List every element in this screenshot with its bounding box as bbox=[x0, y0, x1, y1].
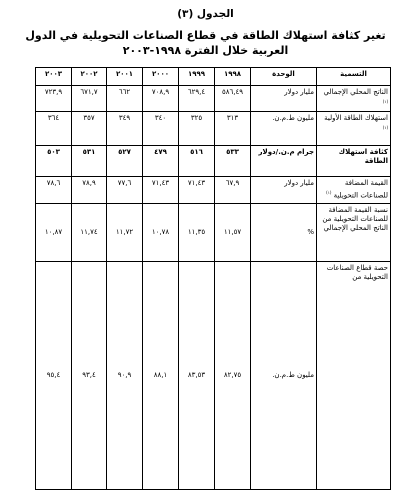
value-cell: ٨٨,١ bbox=[143, 261, 179, 489]
value-cell: ٨٣,٥٣ bbox=[179, 261, 215, 489]
value-cell: ٨٢,٧٥ bbox=[215, 261, 251, 489]
row-label: كثافة استهلاك الطاقة bbox=[317, 146, 391, 177]
table-title: تغير كثافة استهلاك الطاقة في قطاع الصناعات التحويلية في الدول العربية خلال الفترة ١٩٩٨-٢٠٠٣ bbox=[25, 29, 386, 57]
row-unit: مليار دولار bbox=[251, 177, 317, 203]
value-cell: ٥٢٧ bbox=[107, 146, 143, 177]
value-cell: ٤٧٩ bbox=[143, 146, 179, 177]
value-cell: ٧١,٤٣ bbox=[143, 177, 179, 203]
value-cell: ٣٢٥ bbox=[179, 112, 215, 146]
footnote-marker: (١) bbox=[382, 99, 388, 104]
value-cell: ٣١٣ bbox=[215, 112, 251, 146]
value-cell: ٥٣٣ bbox=[215, 146, 251, 177]
row-unit: جرام م.ن./دولار bbox=[251, 146, 317, 177]
value-cell: ١٠,٧٨ bbox=[143, 203, 179, 261]
value-cell: ١١,٧٢ bbox=[107, 203, 143, 261]
value-cell: ٩٣,٤ bbox=[72, 261, 107, 489]
value-cell: ١١,٣٥ bbox=[179, 203, 215, 261]
table-row bbox=[36, 146, 391, 177]
table-row bbox=[36, 261, 391, 489]
value-cell: ٦٧١,٧ bbox=[72, 86, 107, 112]
table-row bbox=[36, 112, 391, 146]
value-cell: ٦٦٢ bbox=[107, 86, 143, 112]
value-cell: ١١,٧٤ bbox=[72, 203, 107, 261]
value-cell: ٥٠٣ bbox=[36, 146, 72, 177]
value-cell: ٦٧,٩ bbox=[215, 177, 251, 203]
table-row bbox=[36, 177, 391, 203]
header-cell: ٢٠٠١ bbox=[107, 68, 143, 86]
table-row bbox=[36, 86, 391, 112]
value-cell: ٧٨,٦ bbox=[36, 177, 72, 203]
value-cell: ٧٧,٦ bbox=[107, 177, 143, 203]
footnote-marker: (١) bbox=[326, 190, 332, 196]
header-cell: ١٩٩٩ bbox=[179, 68, 215, 86]
value-cell: ٣٤٠ bbox=[143, 112, 179, 146]
row-unit: مليار دولار bbox=[251, 86, 317, 112]
header-cell: التسمية bbox=[317, 68, 391, 86]
header-cell: ٢٠٠٣ bbox=[36, 68, 72, 86]
value-cell: ٥١٦ bbox=[179, 146, 215, 177]
row-label: حصة قطاع الصناعات التحويلية من bbox=[317, 261, 391, 489]
row-label: الناتج المحلي الإجمالي $^{(١)}$ bbox=[317, 86, 391, 112]
value-cell: ٧٨,٩ bbox=[72, 177, 107, 203]
footnote-marker: (١) bbox=[382, 125, 388, 131]
header-row bbox=[36, 68, 391, 86]
row-label: القيمة المضافة للصناعات التحويلية $^{(١)}$ bbox=[317, 177, 391, 203]
value-cell: ٩٠,٩ bbox=[107, 261, 143, 489]
row-label: نسبة القيمة المضافة للصناعات التحويلية من الناتج المحلي الإجمالي bbox=[317, 203, 391, 261]
header-cell: ٢٠٠٠ bbox=[143, 68, 179, 86]
table-row bbox=[36, 203, 391, 261]
value-cell: ١٠,٨٧ bbox=[36, 203, 72, 261]
value-cell: ٣٥٧ bbox=[72, 112, 107, 146]
value-cell: ٥٨٦,٤٩ bbox=[215, 86, 251, 112]
header-cell: ١٩٩٨ bbox=[215, 68, 251, 86]
value-cell: ٧٢٣,٩ bbox=[36, 86, 72, 112]
value-cell: ٧١,٤٣ bbox=[179, 177, 215, 203]
row-label: استهلاك الطاقة الأولية $^{(١)}$ bbox=[317, 112, 391, 146]
row-unit: % bbox=[251, 203, 317, 261]
value-cell: ٥٣١ bbox=[72, 146, 107, 177]
data-table bbox=[35, 67, 391, 490]
table-caption: الجدول (٣) bbox=[177, 8, 234, 20]
value-cell: ٦٢٩,٤ bbox=[179, 86, 215, 112]
row-unit: مليون ط.م.ن. bbox=[251, 261, 317, 489]
value-cell: ٣٦٤ bbox=[36, 112, 72, 146]
value-cell: ٩٥,٤ bbox=[36, 261, 72, 489]
header-cell: ٢٠٠٢ bbox=[72, 68, 107, 86]
value-cell: ٧٠٨,٩ bbox=[143, 86, 179, 112]
value-cell: ١١,٥٧ bbox=[215, 203, 251, 261]
header-cell: الوحدة bbox=[251, 68, 317, 86]
value-cell: ٣٤٩ bbox=[107, 112, 143, 146]
row-unit: مليون ط.م.ن. bbox=[251, 112, 317, 146]
